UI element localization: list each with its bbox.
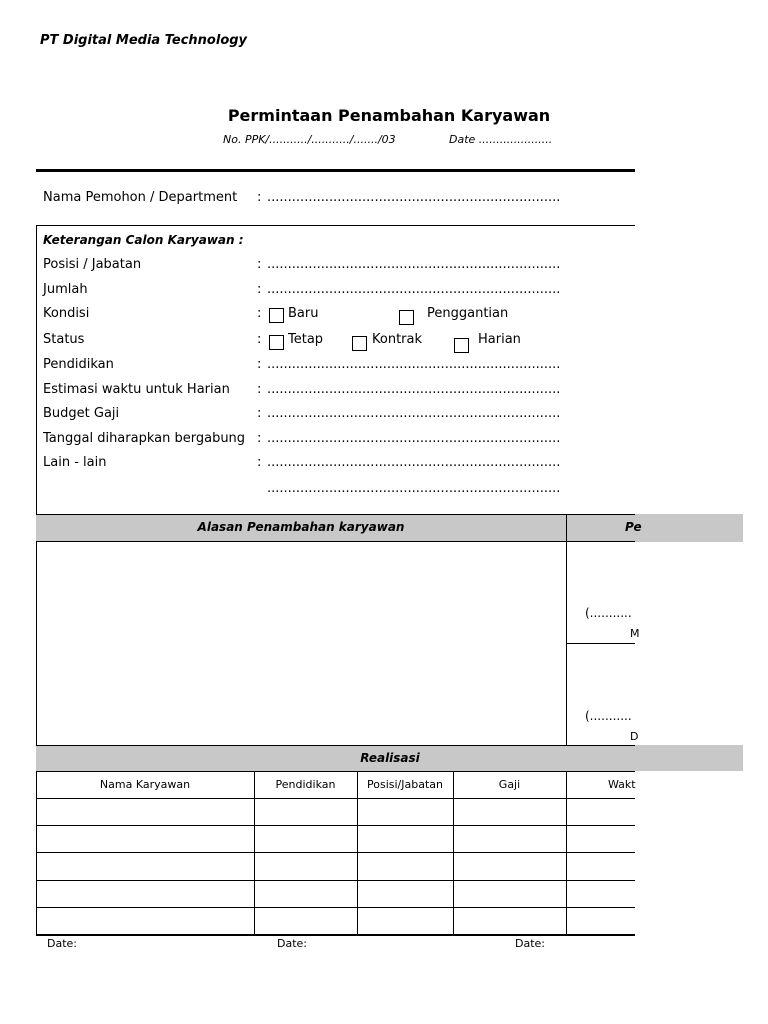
footer-date-3: Date: — [515, 937, 545, 950]
table-line — [36, 907, 635, 908]
field-colon: : — [257, 406, 262, 421]
col-header-waktu: Wakt — [608, 778, 636, 791]
field-budget[interactable]: ....................................................................... — [267, 406, 561, 421]
table-line — [36, 852, 635, 853]
reason-right-divider — [566, 514, 567, 745]
field-colon: : — [257, 382, 262, 397]
candidate-box-top — [36, 225, 635, 226]
field-label-pendidikan: Pendidikan — [43, 357, 114, 372]
candidate-section-title: Keterangan Calon Karyawan : — [43, 233, 244, 247]
checkbox-label-penggantian: Penggantian — [427, 306, 509, 321]
field-label-budget: Budget Gaji — [43, 406, 120, 421]
field-colon: : — [257, 431, 262, 446]
top-divider — [36, 169, 635, 172]
approval-sign-2-title: D — [630, 730, 639, 743]
requester-colon: : — [257, 190, 262, 205]
col-header-nama: Nama Karyawan — [99, 778, 191, 791]
field-colon: : — [257, 306, 262, 321]
table-line — [36, 825, 635, 826]
table-col-divider — [453, 771, 454, 935]
field-colon: : — [257, 357, 262, 372]
checkbox-harian[interactable] — [454, 338, 469, 353]
table-line — [36, 771, 635, 772]
realisasi-title: Realisasi — [360, 751, 420, 765]
checkbox-baru[interactable] — [269, 308, 284, 323]
checkbox-label-tetap: Tetap — [288, 332, 324, 347]
form-title: Permintaan Penambahan Karyawan — [227, 106, 551, 125]
checkbox-kontrak[interactable] — [352, 336, 367, 351]
reason-header-top — [36, 514, 635, 515]
field-posisi[interactable]: ....................................................................... — [267, 257, 561, 272]
field-label-posisi: Posisi / Jabatan — [43, 257, 142, 272]
field-colon: : — [257, 455, 262, 470]
field-label-estimasi: Estimasi waktu untuk Harian — [43, 382, 230, 397]
requester-label: Nama Pemohon / Department — [43, 190, 238, 205]
field-tanggal[interactable]: ....................................................................... — [267, 431, 561, 446]
field-pendidikan[interactable]: ....................................................................... — [267, 357, 561, 372]
checkbox-label-baru: Baru — [288, 306, 319, 321]
realisasi-header-top — [36, 745, 635, 746]
checkbox-penggantian[interactable] — [399, 310, 414, 325]
field-label-tanggal: Tanggal diharapkan bergabung — [43, 431, 246, 446]
form-date: Date ..................... — [449, 133, 553, 146]
company-name: PT Digital Media Technology — [40, 33, 248, 48]
field-colon: : — [257, 282, 262, 297]
field-colon: : — [257, 257, 262, 272]
footer-date-2: Date: — [277, 937, 307, 950]
col-header-posisi: Posisi/Jabatan — [367, 778, 443, 791]
field-label-jumlah: Jumlah — [43, 282, 88, 297]
col-header-pendidikan: Pendidikan — [275, 778, 336, 791]
checkbox-label-harian: Harian — [478, 332, 521, 347]
table-line — [36, 880, 635, 881]
approval-header-fragment: Pe — [625, 520, 642, 534]
field-jumlah[interactable]: ....................................................................... — [267, 282, 561, 297]
checkbox-tetap[interactable] — [269, 335, 284, 350]
field-lain-extra[interactable]: ....................................................................... — [267, 481, 561, 496]
table-line — [36, 798, 635, 799]
footer-date-1: Date: — [47, 937, 77, 950]
field-lain[interactable]: ....................................................................... — [267, 455, 561, 470]
approval-sign-1: (........... — [585, 606, 632, 620]
table-bottom-rule — [36, 934, 635, 936]
checkbox-label-kontrak: Kontrak — [372, 332, 423, 347]
field-label-kondisi: Kondisi — [43, 306, 90, 321]
ppk-number: No. PPK/.........../.........../......./03 — [223, 133, 396, 146]
approval-divider — [566, 643, 635, 644]
reason-textarea[interactable] — [37, 542, 566, 745]
col-header-gaji: Gaji — [498, 778, 521, 791]
field-label-status: Status — [43, 332, 85, 347]
table-col-divider — [566, 771, 567, 935]
approval-sign-1-title: M — [630, 627, 640, 640]
field-colon: : — [257, 332, 262, 347]
table-col-divider — [254, 771, 255, 935]
reason-title: Alasan Penambahan karyawan — [197, 520, 405, 534]
requester-field[interactable]: ....................................................................... — [267, 190, 561, 205]
field-estimasi[interactable]: ....................................................................... — [267, 382, 561, 397]
table-col-divider — [357, 771, 358, 935]
approval-sign-2: (........... — [585, 709, 632, 723]
field-label-lain: Lain - lain — [43, 455, 107, 470]
